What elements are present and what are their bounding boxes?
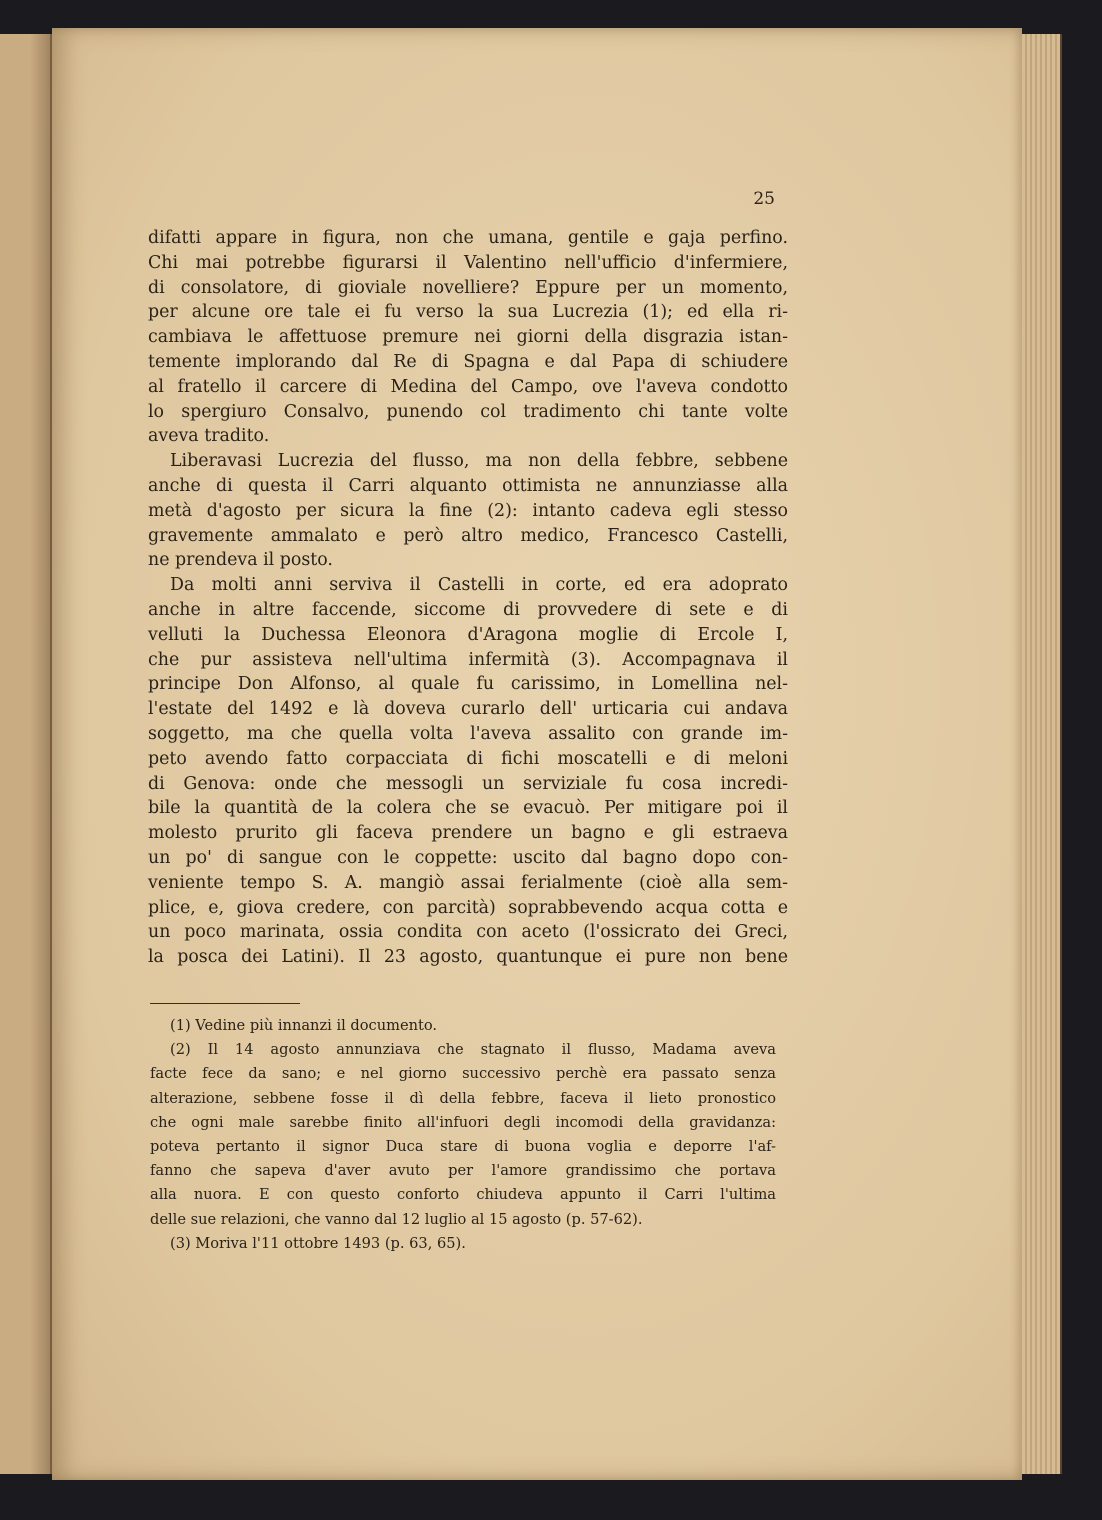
body-line: plice, e, giova credere, con parcità) soprabbevendo acqua cotta e xyxy=(148,897,788,918)
body-line: per alcune ore tale ei fu verso la sua Lucrezia (1); ed ella ri- xyxy=(148,302,788,323)
footnote-line: poteva pertanto il signor Duca stare di buona voglia e deporre l'af- xyxy=(150,1137,776,1155)
body-line: di Genova: onde che messogli un serviziale fu cosa incredi- xyxy=(148,773,788,794)
footnote-line: (3) Moriva l'11 ottobre 1493 (p. 63, 65). xyxy=(170,1234,466,1252)
body-line: lo spergiuro Consalvo, punendo col tradimento chi tante volte xyxy=(148,401,788,422)
body-text xyxy=(148,226,788,970)
body-line: l'estate del 1492 e là doveva curarlo dell' urticaria cui andava xyxy=(148,699,788,720)
body-line: Chi mai potrebbe figurarsi il Valentino nell'ufficio d'infermiere, xyxy=(148,252,788,273)
body-line: un poco marinata, ossia condita con aceto (l'ossicrato dei Greci, xyxy=(148,922,788,943)
body-line: anche in altre faccende, siccome di provvedere di sete e di xyxy=(148,599,788,620)
body-line: gravemente ammalato e però altro medico, Francesco Castelli, xyxy=(148,525,788,546)
body-line: un po' di sangue con le coppette: uscito dal bagno dopo con- xyxy=(148,847,788,868)
footnote-line: delle sue relazioni, che vanno dal 12 luglio al 15 agosto (p. 57-62). xyxy=(150,1210,643,1228)
body-line: la posca dei Latini). Il 23 agosto, quantunque ei pure non bene xyxy=(148,947,788,968)
footnote-line: che ogni male sarebbe finito all'infuori degli incomodi della gravidanza: xyxy=(150,1113,776,1131)
body-line: Da molti anni serviva il Castelli in corte, ed era adoprato xyxy=(170,575,788,596)
body-line: anche di questa il Carri alquanto ottimista ne annunziasse alla xyxy=(148,475,788,496)
body-line: ne prendeva il posto. xyxy=(148,550,333,571)
body-line: bile la quantità de la colera che se evacuò. Per mitigare poi il xyxy=(148,798,788,819)
body-line: veniente tempo S. A. mangiò assai ferialmente (cioè alla sem- xyxy=(148,872,788,893)
footnote-divider xyxy=(150,1003,300,1004)
footnote-line: alterazione, sebbene fosse il dì della febbre, faceva il lieto pronostico xyxy=(150,1089,776,1107)
body-line: velluti la Duchessa Eleonora d'Aragona moglie di Ercole I, xyxy=(148,624,788,645)
page-number: 25 xyxy=(753,189,775,209)
body-line: al fratello il carcere di Medina del Campo, ove l'aveva condotto xyxy=(148,376,788,397)
footnotes xyxy=(150,1014,776,1256)
body-line: di consolatore, di gioviale novelliere? Eppure per un momento, xyxy=(148,277,788,298)
body-line: principe Don Alfonso, al quale fu carissimo, in Lomellina nel- xyxy=(148,674,788,695)
footnote-line: (2) Il 14 agosto annunziava che stagnato il flusso, Madama aveva xyxy=(170,1041,776,1059)
body-line: peto avendo fatto corpacciata di fichi moscatelli e di meloni xyxy=(148,748,788,769)
body-line: Liberavasi Lucrezia del flusso, ma non della febbre, sebbene xyxy=(170,451,788,472)
footnote-line: facte fece da sano; e nel giorno successivo perchè era passato senza xyxy=(150,1065,776,1083)
footnote-line: fanno che sapeva d'aver avuto per l'amore grandissimo che portava xyxy=(150,1162,776,1180)
body-line: temente implorando dal Re di Spagna e dal Papa di schiudere xyxy=(148,351,788,372)
body-line: difatti appare in figura, non che umana, gentile e gaja perfino. xyxy=(148,228,788,248)
body-line: aveva tradito. xyxy=(148,426,270,447)
body-line: cambiava le affettuose premure nei giorni della disgrazia istan- xyxy=(148,327,788,348)
body-line: soggetto, ma che quella volta l'aveva assalito con grande im- xyxy=(148,723,788,744)
body-line: metà d'agosto per sicura la fine (2): intanto cadeva egli stesso xyxy=(148,500,788,521)
body-line: molesto prurito gli faceva prendere un bagno e gli estraeva xyxy=(148,823,788,844)
footnote-line: (1) Vedine più innanzi il documento. xyxy=(170,1017,438,1034)
footnote-line: alla nuora. E con questo conforto chiudeva appunto il Carri l'ultima xyxy=(150,1186,776,1204)
body-line: che pur assisteva nell'ultima infermità (3). Accompagnava il xyxy=(148,649,788,670)
